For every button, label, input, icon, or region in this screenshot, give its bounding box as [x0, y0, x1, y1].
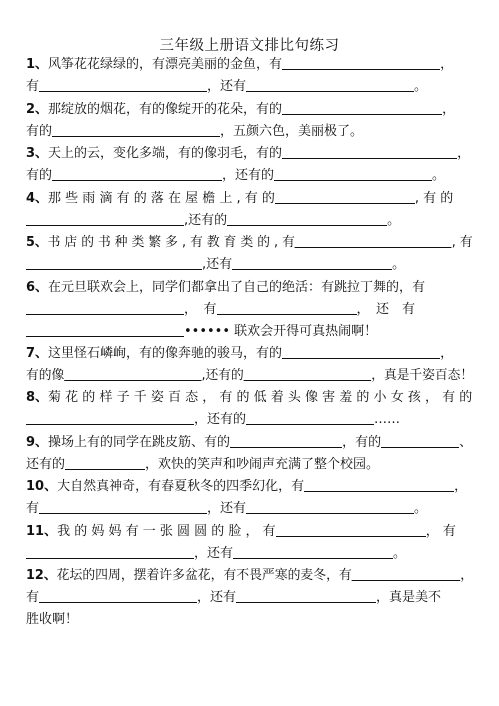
item-text: ，欢快的笑声和吵闹声充满了整个校园。 — [145, 457, 380, 472]
item-number: 6、 — [26, 280, 49, 295]
item-8-line-1 — [26, 389, 472, 407]
answer-blank[interactable] — [232, 256, 392, 270]
item-text: ，还有 — [194, 546, 234, 561]
item-8-line-2 — [26, 411, 400, 429]
item-5-line-2 — [26, 256, 405, 274]
item-11-line-2 — [26, 545, 406, 563]
item-6-line-3 — [26, 323, 377, 341]
answer-blank[interactable] — [236, 589, 376, 603]
answer-blank[interactable] — [39, 500, 207, 514]
item-number: 11、 — [26, 524, 58, 539]
item-text: ，还有的 — [194, 412, 247, 427]
item-text: ，还有的 — [222, 168, 275, 183]
item-text: 有 — [26, 501, 40, 516]
item-text: ,还有的 — [201, 368, 244, 383]
item-2-line-2 — [26, 123, 363, 141]
item-4-line-1 — [26, 190, 453, 208]
item-text: 。 — [392, 257, 406, 272]
item-text: ,还有的 — [184, 213, 228, 228]
item-7-line-1 — [26, 345, 453, 363]
answer-blank[interactable] — [39, 78, 207, 92]
item-text: , 有 — [451, 235, 473, 250]
answer-blank[interactable] — [233, 545, 393, 559]
item-text: 书 店 的 书 种 类 繁 多 , 有 教 育 类 的 , 有 — [47, 235, 295, 250]
item-text: 这里怪石嶙峋，有的像奔驰的骏马，有的 — [48, 346, 283, 361]
item-text: 。 — [414, 79, 428, 94]
answer-blank[interactable] — [227, 212, 387, 226]
item-number: 1、 — [26, 57, 49, 72]
answer-blank[interactable] — [26, 301, 184, 315]
answer-blank[interactable] — [352, 567, 461, 581]
item-1-line-2 — [26, 78, 427, 96]
item-text: 、 — [459, 435, 473, 450]
item-text: ， 还 有 — [356, 302, 416, 317]
answer-blank[interactable] — [381, 434, 459, 448]
item-number: 4、 — [26, 191, 49, 206]
item-number: 9、 — [26, 435, 49, 450]
item-text: ， — [440, 346, 454, 361]
item-text: 菊 花 的 样 子 千 姿 百 态 ， 有 的 低 着 头 像 害 羞 的 小 女 孩 ， 有 的 — [48, 390, 473, 405]
item-text: 那绽放的烟花，有的像绽开的花朵，有的 — [48, 102, 283, 117]
item-12-line-2 — [26, 589, 441, 607]
answer-blank[interactable] — [246, 411, 374, 425]
answer-blank[interactable] — [26, 256, 202, 270]
item-text: ，有的 — [342, 435, 382, 450]
item-text: 。 — [432, 168, 446, 183]
item-text: 风筝花花绿绿的，有漂亮美丽的金鱼，有 — [48, 57, 283, 72]
answer-blank[interactable] — [276, 523, 426, 537]
item-text: ， — [442, 102, 456, 117]
item-text: ,还有 — [202, 257, 233, 272]
answer-blank[interactable] — [230, 434, 342, 448]
item-text: 操场上有的同学在跳皮筋、有的 — [48, 435, 231, 450]
item-2-line-1 — [26, 101, 455, 119]
item-3-line-1 — [26, 145, 470, 163]
item-text: ，还有 — [197, 590, 237, 605]
answer-blank[interactable] — [26, 212, 184, 226]
item-text: 还有的 — [26, 457, 66, 472]
item-text: 。 — [387, 213, 401, 228]
answer-blank[interactable] — [65, 456, 145, 470]
item-number: 8、 — [26, 390, 49, 405]
item-text: 花坛的四周，摆着许多盆花，有不畏严寒的麦冬，有 — [56, 568, 352, 583]
item-text: ，还有 — [207, 501, 247, 516]
item-number: 10、 — [26, 479, 58, 494]
item-text: , 有 的 — [414, 191, 454, 206]
answer-blank[interactable] — [304, 478, 454, 492]
item-text: 有 — [26, 590, 40, 605]
item-text: ，还有 — [207, 79, 247, 94]
answer-blank[interactable] — [246, 500, 414, 514]
item-text: 有的 — [26, 124, 53, 139]
item-5-line-1 — [26, 234, 473, 252]
item-10-line-2 — [26, 500, 427, 518]
item-7-line-2 — [26, 367, 473, 385]
item-text: 有的 — [26, 168, 53, 183]
answer-blank[interactable] — [26, 411, 194, 425]
item-text: ， — [440, 57, 454, 72]
answer-blank[interactable] — [26, 545, 194, 559]
item-text: 。 — [414, 501, 428, 516]
item-6-line-2 — [26, 301, 415, 319]
answer-blank[interactable] — [246, 78, 414, 92]
answer-blank[interactable] — [282, 101, 442, 115]
item-text: ，真是美不 — [376, 590, 442, 605]
item-text: ， — [454, 479, 468, 494]
item-text: 有的像 — [26, 368, 65, 383]
item-text: ， — [460, 568, 474, 583]
answer-blank[interactable] — [274, 167, 432, 181]
item-12-line-1 — [26, 567, 473, 585]
answer-blank[interactable] — [244, 367, 371, 381]
item-4-line-2 — [26, 212, 400, 230]
answer-blank[interactable] — [275, 190, 415, 204]
item-9-line-2 — [26, 456, 379, 474]
item-text: 有 — [26, 79, 40, 94]
item-text: ， 有 — [425, 524, 456, 539]
item-text: ， 有 — [184, 302, 217, 317]
item-text: 天上的云，变化多端，有的像羽毛，有的 — [48, 146, 283, 161]
item-number: 7、 — [26, 346, 49, 361]
item-3-line-2 — [26, 167, 445, 185]
item-text: 在元旦联欢会上，同学们都拿出了自己的绝活：有跳拉丁舞的，有 — [48, 280, 426, 295]
answer-blank[interactable] — [64, 367, 201, 381]
item-text: 胜收啊！ — [26, 612, 79, 627]
item-number: 3、 — [26, 146, 49, 161]
item-number: 5、 — [26, 235, 48, 250]
answer-blank[interactable] — [295, 234, 452, 248]
item-text: …… — [374, 412, 401, 427]
item-12-line-3 — [26, 611, 78, 629]
item-11-line-1 — [26, 523, 456, 541]
item-1-line-1 — [26, 56, 453, 74]
item-text: ，真是千姿百态！ — [371, 368, 474, 383]
answer-blank[interactable] — [217, 301, 357, 315]
answer-blank[interactable] — [39, 589, 197, 603]
item-10-line-1 — [26, 478, 467, 496]
item-number: 12、 — [26, 568, 57, 583]
item-text: ， — [457, 146, 471, 161]
item-6-line-1 — [26, 279, 425, 297]
item-text: ，五颜六色，美丽极了。 — [220, 124, 364, 139]
item-text: 。 — [393, 546, 407, 561]
answer-blank[interactable] — [282, 56, 440, 70]
item-text: 那 些 雨 滴 有 的 落 在 屋 檐 上 , 有 的 — [48, 191, 275, 206]
answer-blank[interactable] — [282, 145, 457, 159]
item-9-line-1 — [26, 434, 472, 452]
worksheet-title: 三年级上册语文排比句练习 — [159, 38, 340, 54]
item-text: 我 的 妈 妈 有 一 张 圆 圆 的 脸 ， 有 — [57, 524, 276, 539]
item-text: 大自然真神奇，有春夏秋冬的四季幻化，有 — [57, 479, 305, 494]
answer-blank[interactable] — [52, 167, 222, 181]
answer-blank[interactable] — [26, 323, 184, 337]
item-text: •••••• 联欢会开得可真热闹啊！ — [184, 324, 378, 339]
answer-blank[interactable] — [52, 123, 220, 137]
item-number: 2、 — [26, 102, 49, 117]
answer-blank[interactable] — [282, 345, 440, 359]
